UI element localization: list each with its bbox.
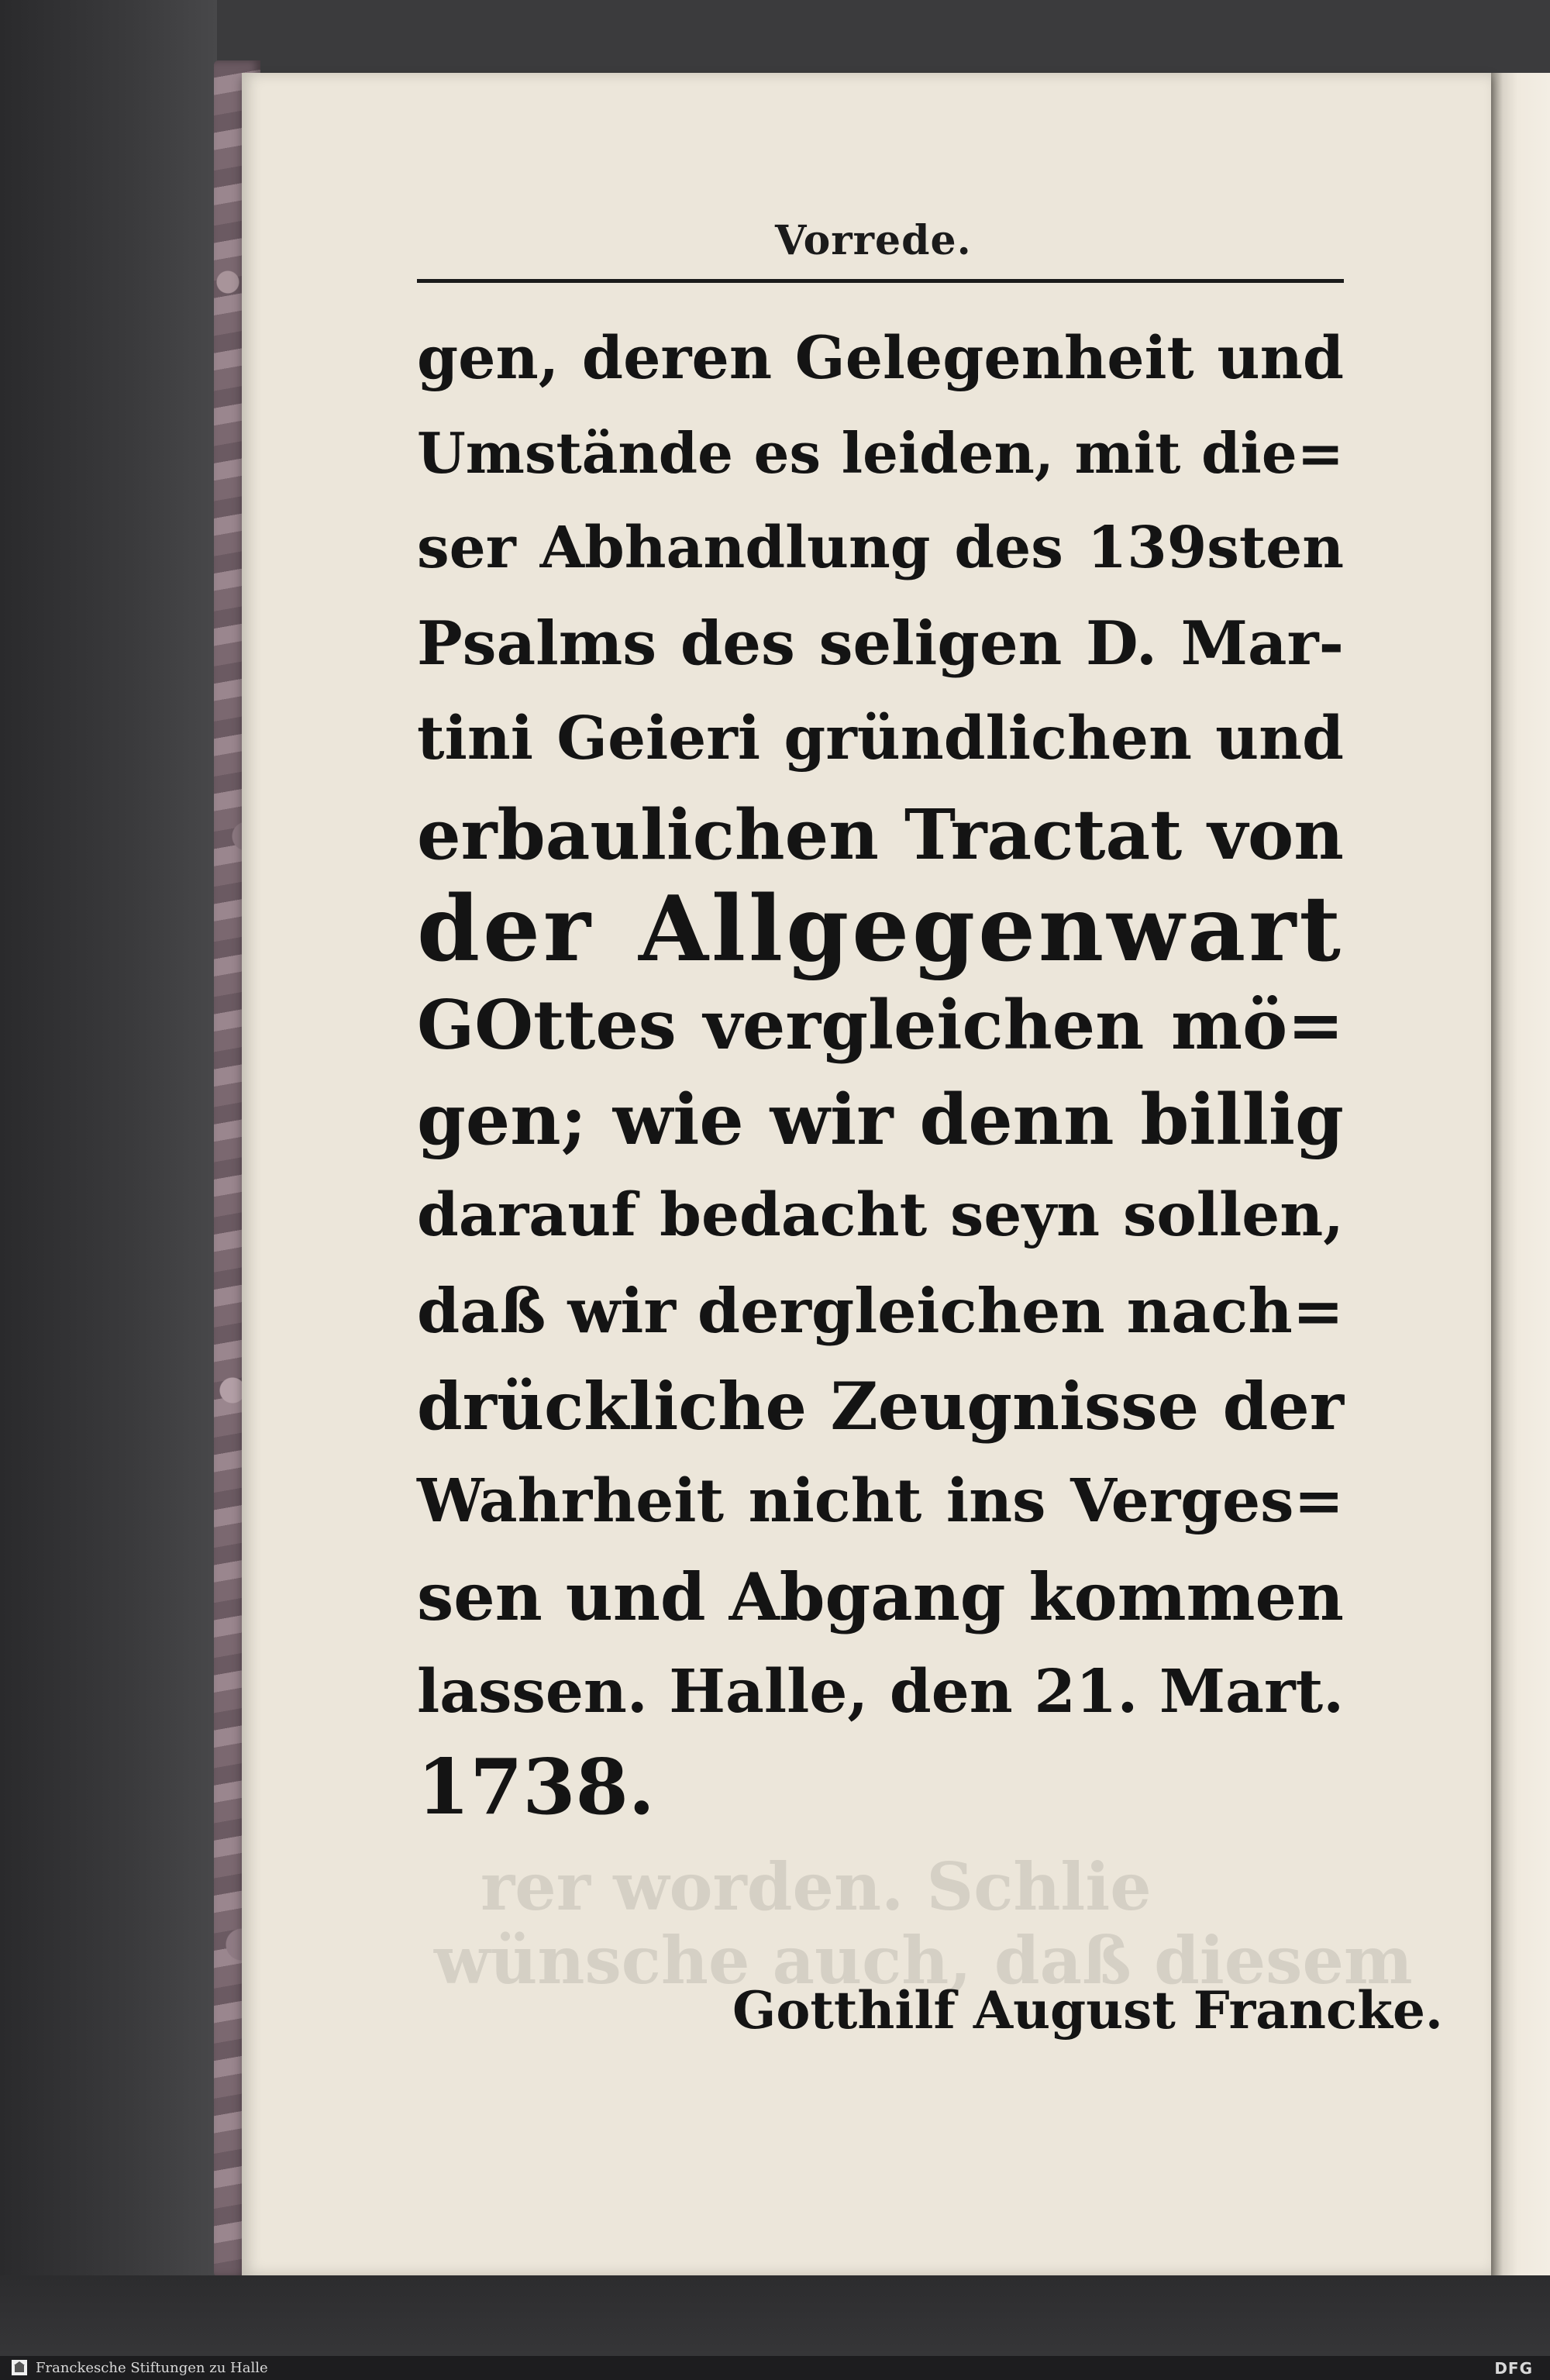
text-line: lassen. Halle, den 21. Mart. xyxy=(417,1657,1344,1727)
header-rule xyxy=(417,279,1344,283)
text-line: darauf bedacht seyn sollen, xyxy=(417,1180,1344,1250)
text-line: gen, deren Gelegenheit und xyxy=(417,323,1344,392)
text-line: Psalms des seligen D. Mar- xyxy=(417,608,1344,679)
text-line: 1738. xyxy=(417,1743,655,1832)
show-through-text: rer worden. Schlie xyxy=(480,1848,1152,1925)
text-line: erbaulichen Tractat von xyxy=(417,794,1344,875)
dfg-logo: DFG xyxy=(1494,2359,1533,2378)
text-line: drückliche Zeugnisse der xyxy=(417,1368,1344,1445)
text-line: Umstände es leiden, mit die= xyxy=(417,420,1344,486)
text-line: gen; wie wir denn billig xyxy=(417,1079,1344,1161)
running-header: Vorrede. xyxy=(775,217,972,264)
text-line: tini Geieri gründlichen und xyxy=(417,704,1344,773)
institution-logo-icon xyxy=(11,2359,28,2376)
footer-bar xyxy=(0,2356,1550,2380)
page-text xyxy=(417,310,1344,1835)
text-line: sen und Abgang kommen xyxy=(417,1559,1344,1635)
text-line: der Allgegenwart xyxy=(417,877,1344,982)
text-line: Wahrheit nicht ins Verges= xyxy=(417,1466,1344,1536)
signature: Gotthilf August Francke. xyxy=(732,1980,1443,2041)
show-through-text: wünsche auch, daß diesem xyxy=(434,1922,1413,1999)
background xyxy=(0,0,217,2380)
text-line: daß wir dergleichen nach= xyxy=(417,1275,1344,1347)
following-pages-edge xyxy=(1491,73,1550,2275)
text-line: GOttes vergleichen mö= xyxy=(417,985,1344,1065)
text-line: ser Abhandlung des 139sten xyxy=(417,515,1344,581)
footer-source: Franckesche Stiftungen zu Halle xyxy=(36,2360,268,2376)
